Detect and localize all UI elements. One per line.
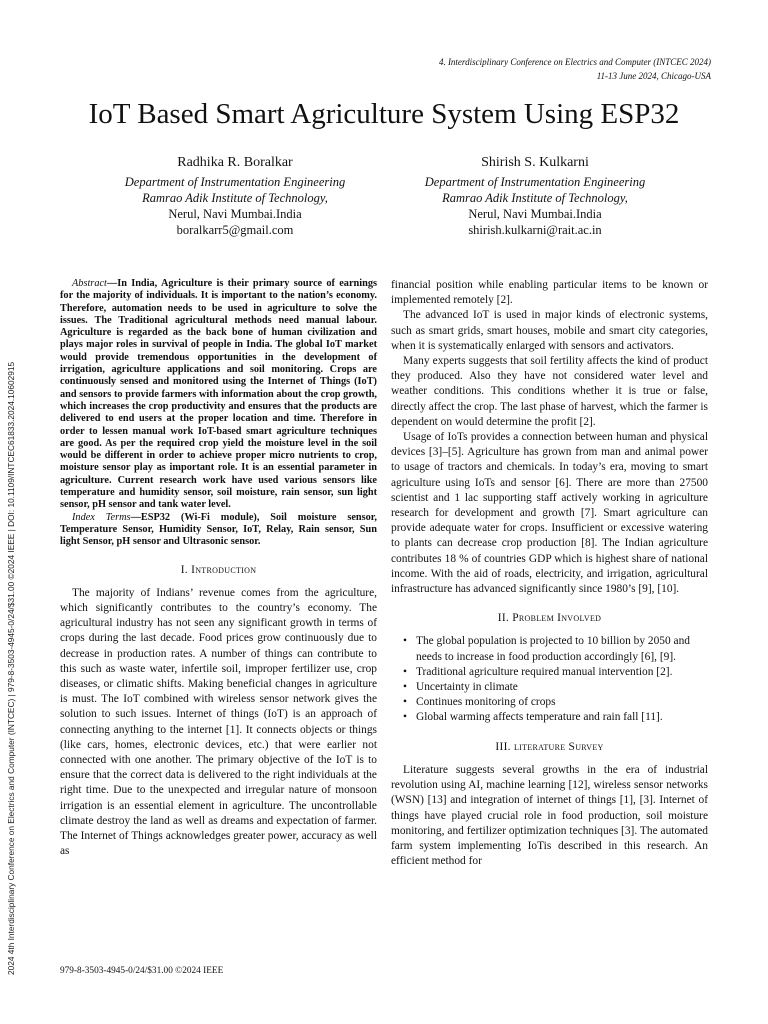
section-title: Introduction: [191, 563, 257, 576]
author-email: shirish.kulkarni@rait.ac.in: [468, 223, 602, 237]
abstract: [60, 278, 377, 512]
paragraph: Usage of IoTs provides a connection between human and physical devices [3]–[5]. Agriculture has grown from man and animal power to usage of tractors and chemicals. In today’s era, moving to smart agriculture using IoTs and sensor [6]. There are more than 27500 scientist and 1 lac supporting staff actively working in agriculture research for development and growth [7]. Smart agriculture can provide adequate water for crops. Insufficient or excessive watering to plants can decrease crop production [8]. The Indian agriculture contributes 18 % of countries GDP which is highest share of national income. With the aid of roads, electricity, and irrigation, agricultural infrastructure has advanced significantly since 1980’s [9], [10].: [391, 431, 708, 596]
section-number: I.: [180, 563, 192, 576]
paragraph: The advanced IoT is used in major kinds of electronic systems, such as smart grids, smart houses, mobile and smart city categories, when it is systematically enlarged with sensors and activators.: [391, 309, 708, 352]
author-block-2: [390, 152, 680, 238]
paper-title: IoT Based Smart Agriculture System Using ESP32: [88, 98, 680, 130]
right-column: [391, 278, 708, 869]
paragraph: Many experts suggests that soil fertility affects the kind of product they produced. Also they have not considered water level and weather conditions. This conditions whether it is true or false, directly affect the crop. The last phase of harvest, which the farmer is dependent on would determine the profit [2].: [391, 355, 708, 428]
problem-list: [391, 634, 708, 725]
list-item: • Traditional agriculture required manual intervention [2].: [416, 665, 708, 680]
author-name: Radhika R. Boralkar: [177, 155, 293, 170]
author-city: Nerul, Navi Mumbai.India: [168, 207, 302, 221]
list-item: • Uncertainty in climate: [416, 680, 708, 695]
left-column: [60, 278, 377, 859]
copyright-footer: 979-8-3503-4945-0/24/$31.00 ©2024 IEEE: [60, 966, 224, 976]
section-number: III.: [495, 740, 514, 753]
index-terms-label: Index Terms: [72, 511, 131, 523]
paragraph: financial position while enabling particular items to be known or implemented remotely [2].: [391, 279, 708, 307]
author-email: boralkarr5@gmail.com: [176, 223, 294, 237]
author-department: Department of Instrumentation Engineering: [124, 175, 346, 189]
list-item: • Global warming affects temperature and rain fall [11].: [416, 710, 708, 725]
doi-sidebar: 2024 4th Interdisciplinary Conference on Electrics and Computer (INTCEC) | 979-8-3503-4945-0/24/$31.00 ©2024 IEEE | DOI: 10.1109/INTCEC61833.2024.10602915: [6, 361, 16, 975]
conference-header: [439, 55, 711, 83]
conference-date-location: 11-13 June 2024, Chicago-USA: [596, 71, 711, 81]
list-item: • Continues monitoring of crops: [416, 695, 708, 710]
section-number: II.: [497, 612, 513, 625]
author-department: Department of Instrumentation Engineering: [424, 175, 646, 189]
author-block-1: [90, 152, 380, 238]
list-item: • The global population is projected to 10 billion by 2050 and needs to increase in food production accordingly [6], [9].: [416, 634, 708, 664]
abstract-text: —In India, Agriculture is their primary source of earnings for the majority of individuals. It is important to the nation’s economy. Therefore, automation needs to be used in agriculture to solve the issues. The Traditional agricultural methods need manual labour. Agriculture is regarded as the back bone of human civilization and plays major roles in survival of people in India. The global IoT market would provide tremendous opportunities in the development of irrigation, agriculture applications and soil monitoring. Crops are continuously sensed and monitored using the Internet of Things (IoT) and sensors to provide farmers with information about the crop growth, which increases the crop productivity and ensures that the products are delivered to end users at the proper location and time. Therefore in order to lessen manual work IoT-based smart agriculture techniques are good. As per the required crop yield the moisture level in the soil would be different in order to achieve proper micro nutrients to crop, moisture sensor play as important role. It is an essential parameter in agriculture. Current research work have used various sensors like temperature and humidity sensor, soil moisture, rain sensor, sun light sensor, pH sensor and tank water level.: [60, 278, 377, 511]
conference-name: 4. Interdisciplinary Conference on Electrics and Computer (INTCEC 2024): [438, 57, 711, 67]
section-heading-problem: [391, 611, 708, 626]
paragraph: The majority of Indians’ revenue comes from the agriculture, which significantly contributes to the country’s economy. The agricultural industry has not seen any significant growth in terms of crops during the last decade. Food prices grow continuously due to decrease in production rates. A number of things can contribute to this such as waste water, infertile soil, improper fertilizer use, crop diseases, or climatic shifts. Making beneficial changes in agriculture is must. The IoT combined with wireless sensor network gives the solution to such issues. Internet of things (IoT) is an approach of connecting anything to the internet [1]. It connects objects or things (like cars, homes, electronic devices, etc.) that were earlier not connected with one another. The primary objective of the IoT is to ensure that the correct data is delivered to the right individuals at the right time. Due to the unexpected and irregular nature of monsoon irrigation is an essential element in agriculture. The uncontrollable climate destroy the land as well as dreams and expectation of farmer. The Internet of Things acknowledges greater power, accuracy as well as: [60, 586, 377, 858]
section-heading-literature: [391, 740, 708, 755]
author-institute: Ramrao Adik Institute of Technology,: [442, 191, 628, 205]
author-institute: Ramrao Adik Institute of Technology,: [142, 191, 328, 205]
paragraph: Literature suggests several growths in the era of industrial revolution using AI, machine learning [12], wireless sensor networks (WSN) [13] and integration of internet of things [1], [3]. Internet of things have played crucial role in food production, soil moisture monitoring, and fertilizer optimization techniques [3]. The automated farm system implementing IoTis described in this research. An efficient method for: [391, 763, 708, 868]
abstract-label: Abstract: [72, 278, 107, 289]
author-name: Shirish S. Kulkarni: [481, 155, 589, 170]
section-title: Problem Involved: [512, 612, 602, 625]
section-heading-introduction: [60, 563, 377, 578]
author-city: Nerul, Navi Mumbai.India: [468, 207, 602, 221]
index-terms-text: —ESP32 (Wi-Fi module), Soil moisture sensor, Temperature Sensor, Humidity Sensor, IoT, Relay, Rain sensor, Sun light Sensor, pH sensor and Ultrasonic sensor.: [60, 511, 378, 548]
index-terms: [60, 512, 377, 549]
section-title: literature Survey: [513, 740, 604, 753]
